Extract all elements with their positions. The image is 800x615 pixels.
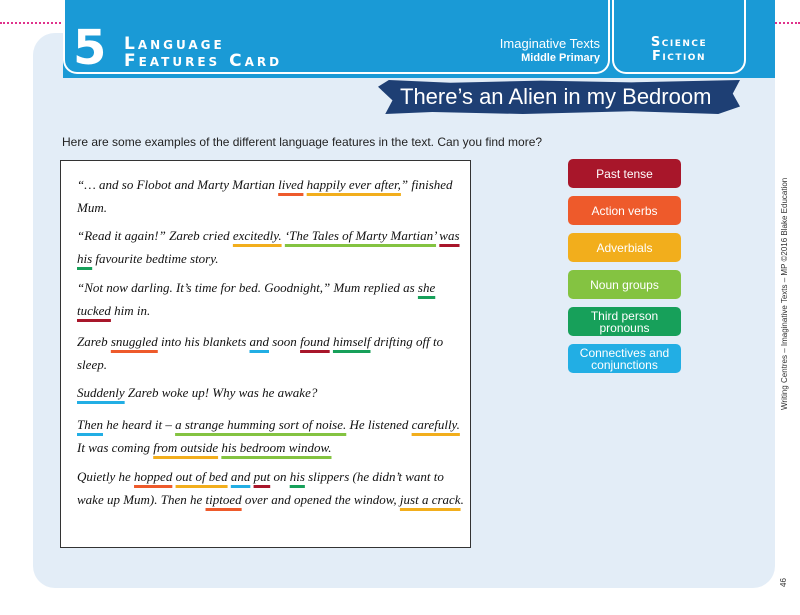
story-text: “Not now darling. It’s time for bed. Goodnight,” Mum replied as: [77, 280, 418, 295]
highlighted-phrase: ‘The Tales of Marty Martian’: [284, 228, 437, 243]
card-title-line-2: Features Card: [124, 51, 283, 71]
story-text: ” finished Mum.: [77, 177, 453, 215]
highlighted-phrase: lived: [278, 177, 304, 192]
story-text: Zareb: [77, 334, 111, 349]
texts-title: Imaginative Texts: [499, 36, 600, 51]
highlighted-phrase: excitedly.: [232, 228, 282, 243]
card-title-line-1: Language: [124, 34, 225, 54]
highlighted-phrase: hopped: [134, 469, 173, 484]
genre-label-line-1: Science: [650, 35, 708, 50]
story-title: There’s an Alien in my Bedroom: [400, 84, 712, 109]
highlighted-phrase: his bedroom window.: [221, 440, 332, 455]
highlighted-phrase: his: [77, 251, 93, 266]
story-paragraph-7: [77, 465, 467, 511]
highlighted-phrase: tucked: [77, 303, 111, 318]
legend-past-tense: Past tense: [568, 159, 681, 188]
story-text: It was coming: [77, 440, 154, 455]
genre-label-line-2: Fiction: [651, 49, 706, 64]
legend-adverbials: Adverbials: [568, 233, 681, 262]
copyright-text: Writing Centres – Imaginative Texts – MP ©2016 Blake Education: [780, 177, 789, 410]
highlighted-phrase: his: [289, 469, 305, 484]
story-text: slippers (he didn’t want to wake up Mum). Then he: [77, 469, 444, 507]
story-text: Quietly he: [77, 469, 135, 484]
story-text: .: [460, 492, 464, 507]
story-text: Zareb woke up! Why was he awake?: [124, 385, 318, 400]
story-text: He listened: [346, 417, 412, 432]
highlighted-phrase: she: [417, 280, 436, 295]
story-text: favourite bedtime story.: [92, 251, 219, 266]
highlighted-phrase: a strange humming sort of noise.: [175, 417, 347, 432]
highlighted-phrase: and: [249, 334, 269, 349]
highlighted-phrase: Suddenly: [77, 385, 125, 400]
highlighted-phrase: just a crack: [399, 492, 461, 507]
highlighted-phrase: happily ever after,: [306, 177, 401, 192]
highlighted-phrase: Then: [77, 417, 103, 432]
highlighted-phrase: carefully.: [411, 417, 460, 432]
legend-noun-groups: Noun groups: [568, 270, 681, 299]
highlighted-phrase: and: [230, 469, 251, 484]
story-text: “… and so Flobot and Marty Martian: [77, 177, 279, 192]
story-text: on: [270, 469, 290, 484]
story-text: into his blankets: [157, 334, 250, 349]
legend-action-verbs: Action verbs: [568, 196, 681, 225]
story-paragraph-2: [77, 224, 467, 270]
story-paragraph-3: [77, 276, 467, 322]
highlighted-phrase: found: [300, 334, 330, 349]
story-paragraph-5: [77, 381, 467, 404]
legend-third-person-pronouns: Third person pronouns: [568, 307, 681, 336]
texts-level: Middle Primary: [521, 52, 600, 64]
story-paragraph-4: [77, 330, 467, 376]
story-text: over and opened the window,: [241, 492, 400, 507]
highlighted-phrase: from outside: [153, 440, 219, 455]
story-box: [60, 160, 471, 548]
story-text: “Read it again!” Zareb cried: [77, 228, 233, 243]
highlighted-phrase: put: [253, 469, 271, 484]
story-text: he heard it –: [103, 417, 176, 432]
intro-text: Here are some examples of the different language features in the text. Can you find more?: [62, 135, 543, 149]
highlighted-phrase: snuggled: [110, 334, 158, 349]
story-paragraph-1: [77, 173, 467, 219]
story-text: drifting off to sleep.: [77, 334, 444, 372]
highlighted-phrase: was: [439, 228, 460, 243]
page-number: 46: [779, 578, 788, 587]
highlighted-phrase: tiptoed: [205, 492, 242, 507]
story-text: him in.: [110, 303, 151, 318]
card-title: [124, 36, 282, 70]
legend-connectives-conjunctions: Connectives and conjunctions: [568, 344, 681, 373]
card-number: 5: [73, 20, 107, 76]
highlighted-phrase: himself: [332, 334, 371, 349]
highlighted-phrase: out of bed: [175, 469, 228, 484]
genre-label: [612, 36, 746, 64]
story-text: soon: [269, 334, 301, 349]
story-paragraph-6: [77, 413, 467, 459]
